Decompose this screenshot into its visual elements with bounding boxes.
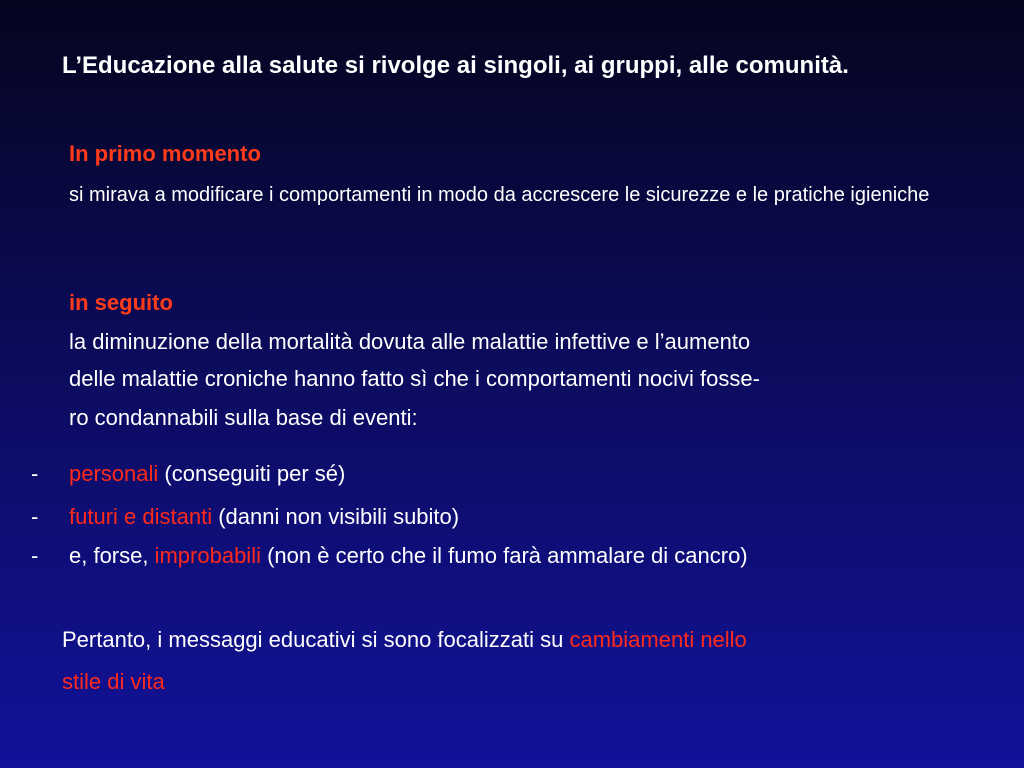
- conclusion-line1: [62, 623, 747, 657]
- bullet-rest: (conseguiti per sé): [158, 461, 346, 486]
- section-heading-second: in seguito: [69, 290, 173, 315]
- bullet-highlight: futuri e distanti: [69, 504, 213, 529]
- bullet-item-personali: [0, 461, 1024, 491]
- bullet-item-futuri: [0, 504, 1024, 534]
- bullet-marker: -: [31, 543, 39, 568]
- bullet-marker: -: [31, 504, 39, 529]
- bullet-text: [69, 504, 459, 530]
- slide-title: L’Educazione alla salute si rivolge ai singoli, ai gruppi, alle comunità.: [62, 52, 849, 79]
- bullet-marker: -: [31, 461, 39, 486]
- conclusion-highlight-part1: cambiamenti nello: [569, 627, 747, 652]
- conclusion-highlight-part2: stile di vita: [62, 669, 165, 694]
- section-text-second-line1: la diminuzione della mortalità dovuta alle malattie infettive e l’aumento: [69, 329, 751, 354]
- section-text-first: si mirava a modificare i comportamenti in modo da accrescere le sicurezze e le pratiche igieniche: [69, 184, 930, 206]
- section-text-second-line3: ro condannabili sulla base di eventi:: [69, 405, 418, 430]
- bullet-highlight: personali: [69, 461, 159, 486]
- bullet-prefix: e, forse,: [69, 543, 155, 568]
- bullet-rest: (danni non visibili subito): [212, 504, 460, 529]
- bullet-rest: (non è certo che il fumo farà ammalare di cancro): [260, 543, 748, 568]
- bullet-text: [69, 461, 345, 487]
- section-heading-first: In primo momento: [69, 141, 261, 166]
- conclusion-text: Pertanto, i messaggi educativi si sono focalizzati su: [62, 627, 570, 652]
- bullet-item-improbabili: [0, 543, 1024, 573]
- bullet-text: [69, 543, 748, 569]
- bullet-highlight: improbabili: [154, 543, 261, 568]
- section-text-second-line2: delle malattie croniche hanno fatto sì che i comportamenti nocivi fosse-: [69, 366, 760, 391]
